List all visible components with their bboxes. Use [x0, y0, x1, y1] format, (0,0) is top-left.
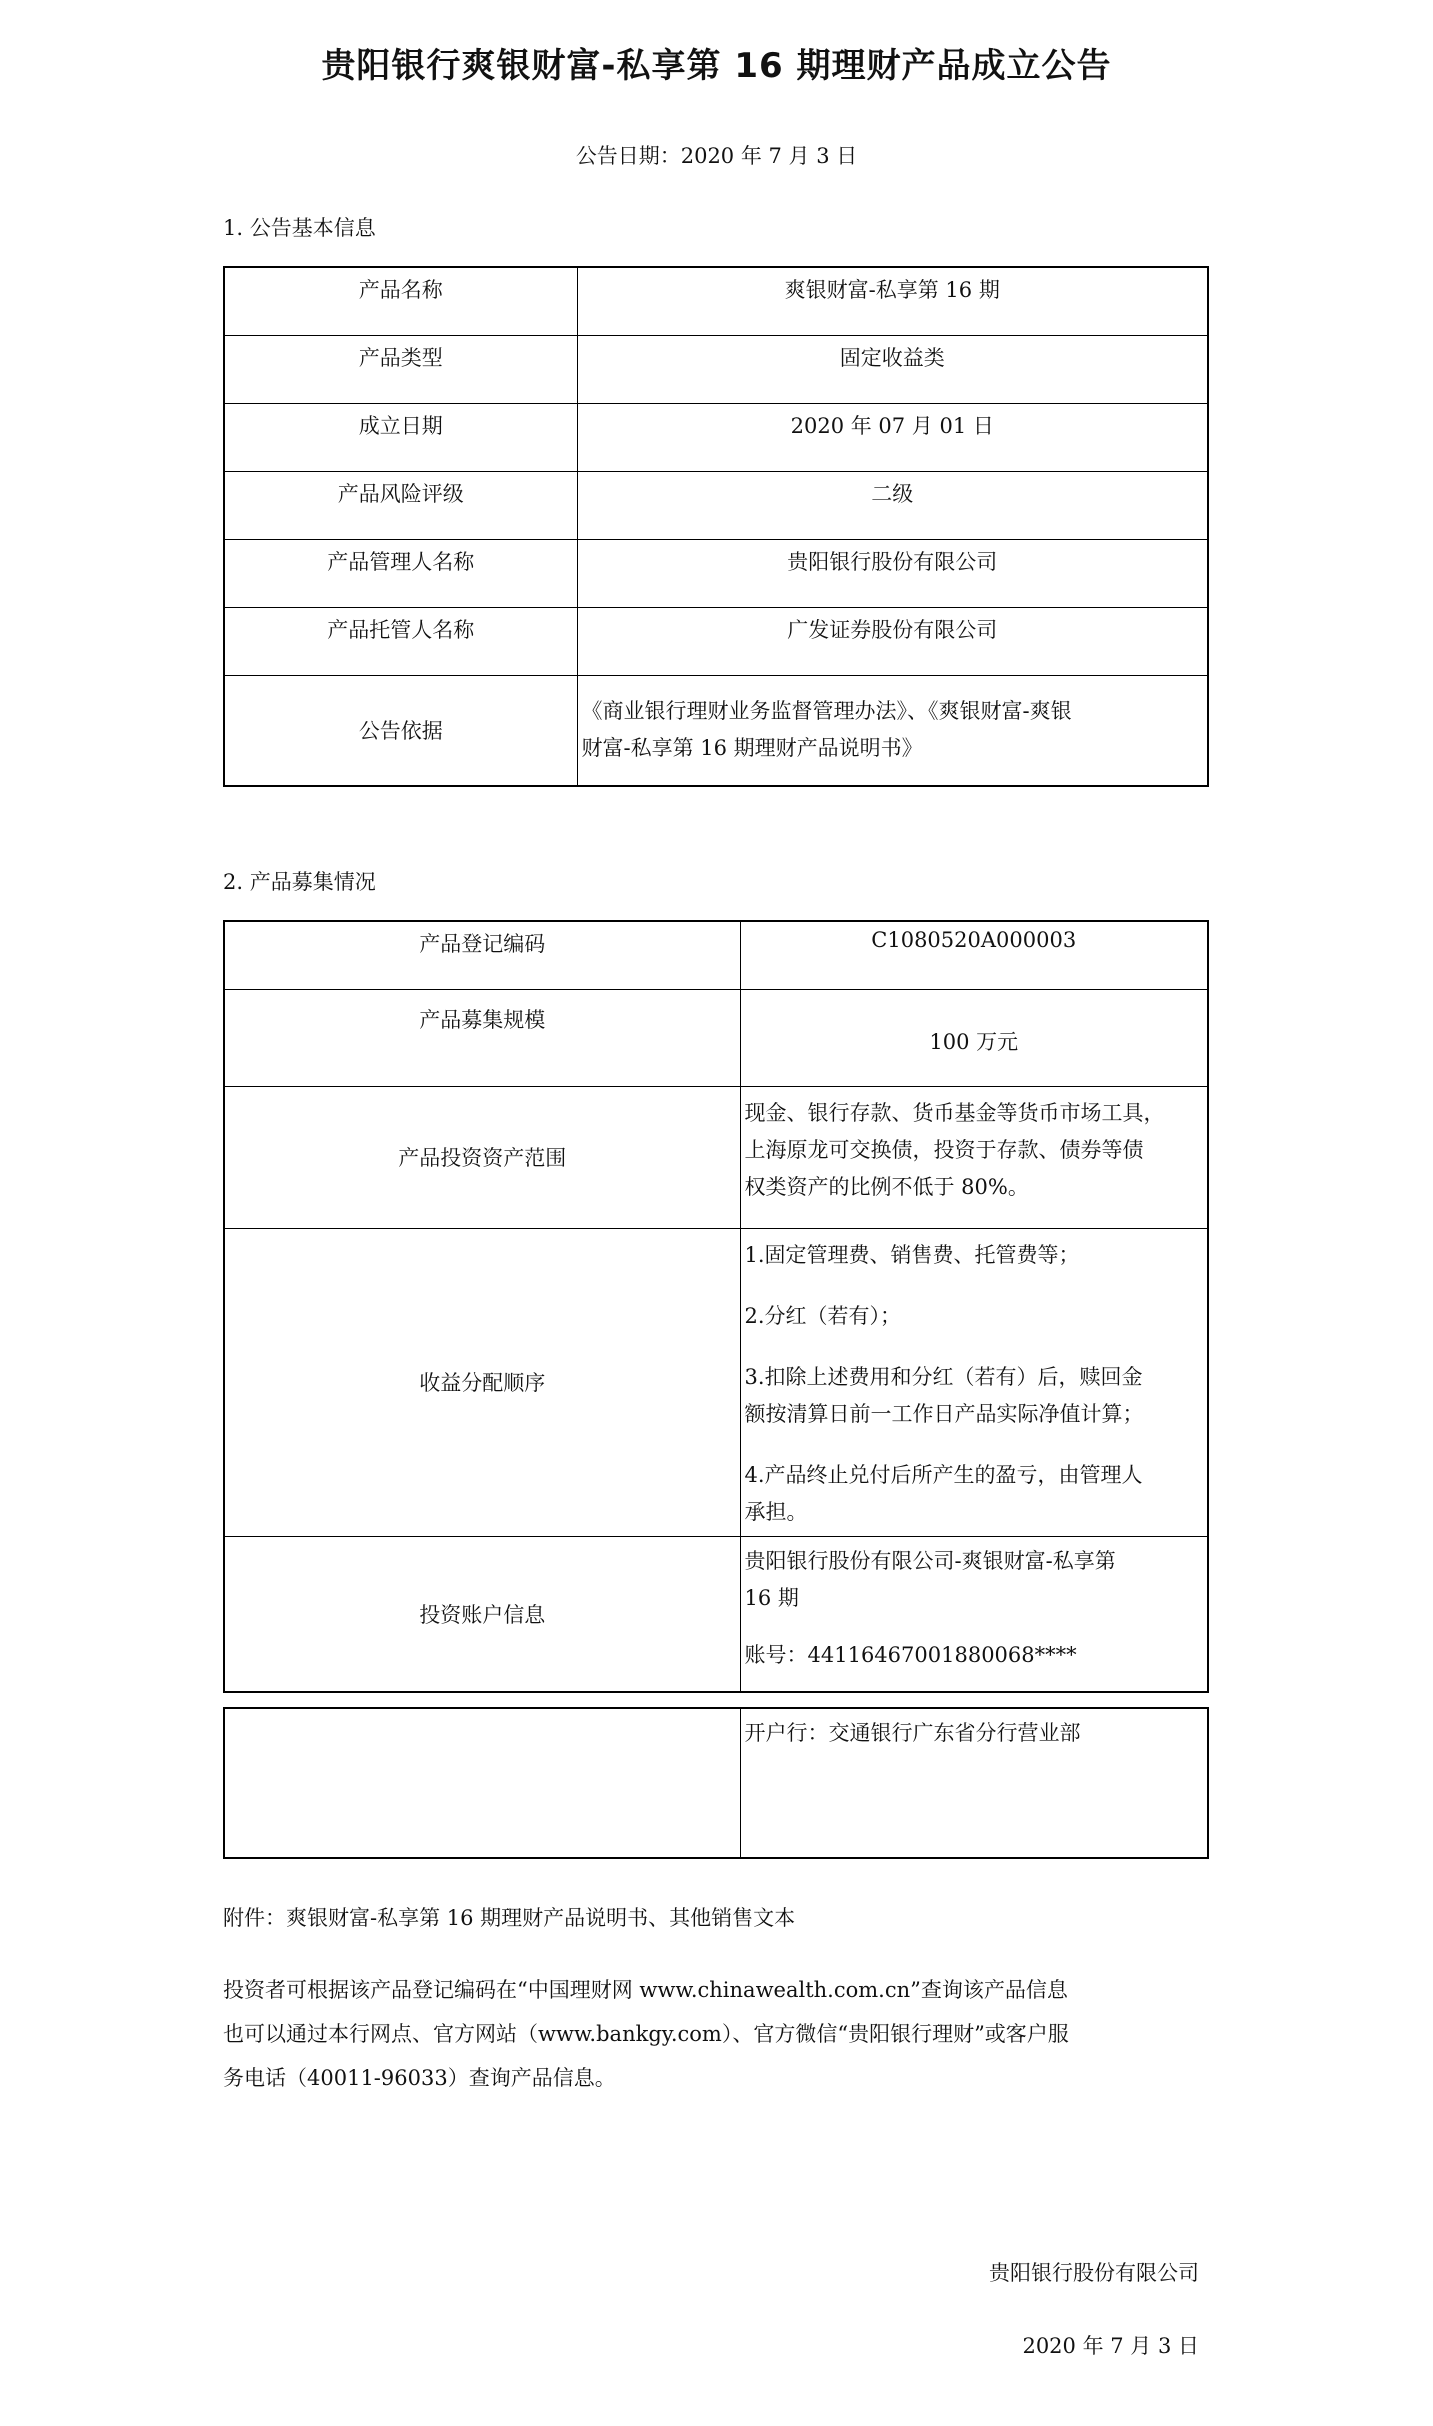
row-label: 产品管理人名称: [224, 539, 577, 607]
row-value: 贵阳银行股份有限公司: [577, 539, 1208, 607]
row-label: 产品类型: [224, 335, 577, 403]
table-row: [224, 539, 1208, 607]
row-value: [577, 675, 1208, 786]
inquiry-notice: [223, 1968, 1208, 2100]
notice-line-1: 投资者可根据该产品登记编码在“中国理财网 www.chinawealth.com.cn”查询该产品信息: [223, 1978, 1068, 2002]
row-value: 广发证券股份有限公司: [577, 607, 1208, 675]
table-row: [224, 1536, 1208, 1692]
row-label: 产品募集规模: [224, 989, 740, 1086]
row-value: [740, 1228, 1208, 1536]
distribution-item-4-line-1: 4.产品终止兑付后所产生的盈亏，由管理人: [744, 1462, 1143, 1487]
notice-line-3: 务电话（40011-96033）查询产品信息。: [223, 2066, 616, 2090]
row-value: 爽银财富-私享第 16 期: [577, 267, 1208, 335]
signoff-date: 2020 年 7 月 3 日: [1022, 2334, 1199, 2358]
distribution-item-4-line-2: 承担。: [744, 1499, 808, 1524]
account-name-line-2: 16 期: [744, 1585, 799, 1610]
row-label: 产品投资资产范围: [224, 1086, 740, 1228]
row-label: 收益分配顺序: [224, 1228, 740, 1536]
signoff-company: 贵阳银行股份有限公司: [989, 2261, 1199, 2285]
section1-heading: 1. 公告基本信息: [223, 216, 376, 240]
row-label: 投资账户信息: [224, 1536, 740, 1692]
row-value: [740, 1086, 1208, 1228]
row-value: C1080520A000003: [740, 921, 1208, 989]
distribution-item-1: 1.固定管理费、销售费、托管费等；: [744, 1242, 1080, 1267]
row-label: 产品登记编码: [224, 921, 740, 989]
table-row: [224, 1086, 1208, 1228]
table-row: [224, 267, 1208, 335]
bank-table: [223, 1707, 1209, 1859]
table-row: [224, 607, 1208, 675]
page-title: 贵阳银行爽银财富-私享第 16 期理财产品成立公告: [321, 46, 1112, 86]
notice-line-2: 也可以通过本行网点、官方网站（www.bankgy.com）、官方微信“贵阳银行理财”或客户服: [223, 2022, 1069, 2046]
distribution-item-2: 2.分红（若有）；: [744, 1303, 902, 1328]
table-row: [224, 403, 1208, 471]
table-row: [224, 1708, 1208, 1858]
table-row: [224, 675, 1208, 786]
row-value: 固定收益类: [577, 335, 1208, 403]
scope-line-2: 上海原龙可交换债，投资于存款、债券等债: [744, 1137, 1144, 1162]
basis-line-2: 财富-私享第 16 期理财产品说明书》: [581, 736, 923, 761]
bank-branch: 开户行：交通银行广东省分行营业部: [740, 1708, 1208, 1858]
account-name-line-1: 贵阳银行股份有限公司-爽银财富-私享第: [744, 1548, 1116, 1573]
announcement-date: 公告日期：2020 年 7 月 3 日: [575, 144, 858, 168]
scope-line-1: 现金、银行存款、货币基金等货币市场工具，: [744, 1100, 1165, 1125]
distribution-item-3-line-1: 3.扣除上述费用和分红（若有）后，赎回金: [744, 1364, 1143, 1389]
table-row: [224, 335, 1208, 403]
scope-line-3: 权类资产的比例不低于 80%。: [744, 1174, 1029, 1199]
basic-info-table: [223, 266, 1209, 787]
row-label: 产品风险评级: [224, 471, 577, 539]
table-row: [224, 989, 1208, 1086]
row-value: 2020 年 07 月 01 日: [577, 403, 1208, 471]
table-row: [224, 1228, 1208, 1536]
attachment-note: 附件：爽银财富-私享第 16 期理财产品说明书、其他销售文本: [223, 1906, 796, 1930]
distribution-item-3-line-2: 额按清算日前一工作日产品实际净值计算；: [744, 1401, 1144, 1426]
row-label: 产品托管人名称: [224, 607, 577, 675]
row-label: 产品名称: [224, 267, 577, 335]
row-value: 100 万元: [740, 989, 1208, 1086]
basis-line-1: 《商业银行理财业务监督管理办法》、《爽银财富-爽银: [581, 699, 1072, 724]
row-value: [740, 1536, 1208, 1692]
row-label: [224, 1708, 740, 1858]
row-label: 成立日期: [224, 403, 577, 471]
row-label: 公告依据: [224, 675, 577, 786]
fundraising-table: [223, 920, 1209, 1693]
section2-heading: 2. 产品募集情况: [223, 870, 376, 894]
row-value: 二级: [577, 471, 1208, 539]
table-row: [224, 471, 1208, 539]
account-number: 账号：44116467001880068****: [744, 1642, 1077, 1667]
table-row: [224, 921, 1208, 989]
